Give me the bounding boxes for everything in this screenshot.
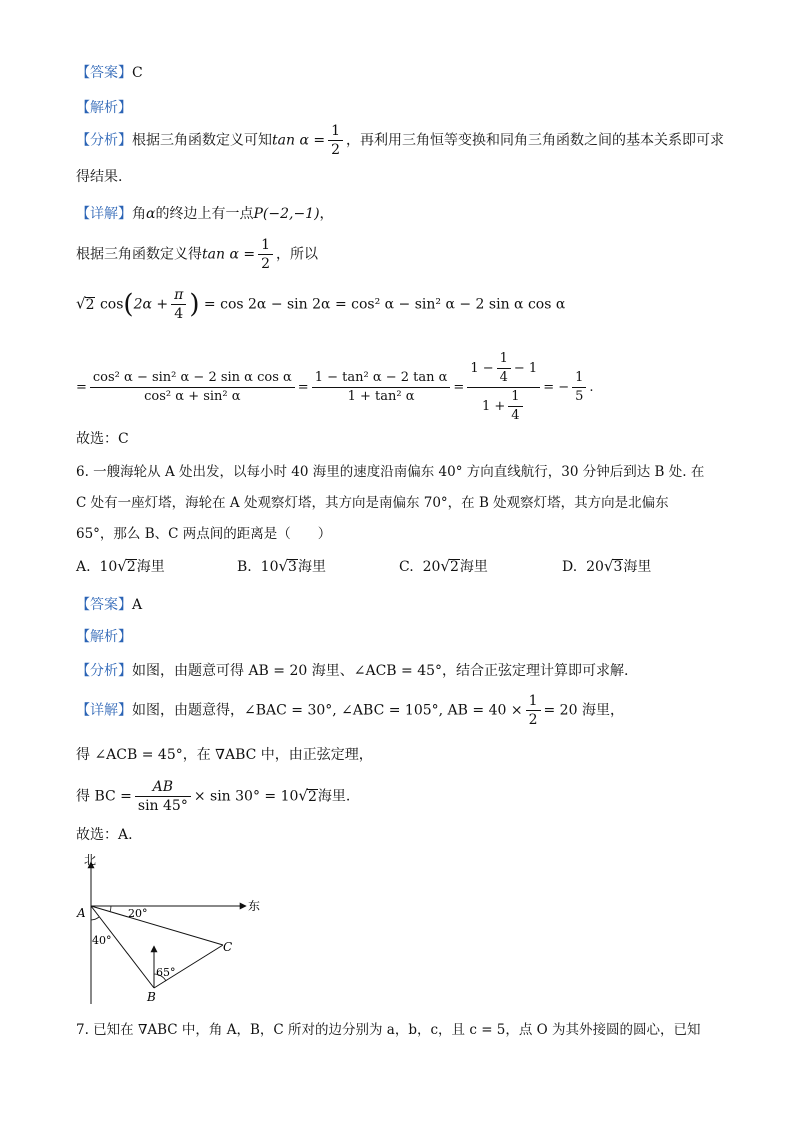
detail-tag: 【详解】 [76,206,132,222]
answer-line-q6: 【答案】A [76,597,143,613]
label-c: C [223,940,233,954]
label-65: 65° [156,966,176,979]
fraction-half-2: $\frac{1}{2}$ [258,236,273,273]
analysis-line-q6: 【分析】如图，由题意可得 AB = 20 海里、∠ACB = 45°，结合正弦定理计算即可求解. [76,663,629,679]
equation-2-q5: = $\frac{\text{cos² α − sin² α − 2 sin α cos α}}{\text{cos² α + sin² α}}$ = $\frac{\text{1 − tan² α − 2 tan α}}{\text{1 + tan² α}}$ = 1 − $\frac{1}{4}$ − 1 1 + $\frac{1}{4}$ = − $\frac{1}{5}$ . [76,351,594,423]
analysis-line2-q5: 得结果. [76,169,123,185]
analysis-tag: 【分析】 [76,132,132,149]
jiexi-label-q5: 【解析】 [76,100,132,116]
answer-line-q5 [76,62,143,82]
analysis-pre: 根据三角函数定义可知 [132,132,272,149]
label-b: B [147,990,156,1004]
detail-line-q6: 【详解】如图，由题意得，∠BAC = 30°, ∠ABC = 105°, AB = 40 × $\frac{1}{2}$ = 20 海里， [76,693,624,728]
option-d[interactable]: D. 20√3海里 [562,557,652,575]
q7-stem-line1: 7. 已知在 ∇ABC 中，角 A，B，C 所对的边分别为 a，b，c，且 c = 5，点 O 为其外接圆的圆心，已知 [76,1022,701,1038]
answer-tag: 【答案】 [76,65,132,81]
q6-stem-line2: C 处有一座灯塔，海轮在 A 处观察灯塔，其方向是南偏东 70°，在 B 处观察灯塔，其方向是北偏东 [76,495,669,511]
jiexi-label-q6: 【解析】 [76,629,132,645]
fraction-eq2-3: 1 − $\frac{1}{4}$ − 1 1 + $\frac{1}{4}$ [467,350,540,425]
fraction-pi-4: $\frac{\pi}{4}$ [171,286,186,323]
get-line-1-q6: 得 ∠ACB = 45°，在 ∇ABC 中，由正弦定理， [76,747,373,763]
answer-value-q6: A [132,597,143,613]
label-north: 北 [84,853,97,867]
q6-stem-line1: 6. 一艘海轮从 A 处出发，以每小时 40 海里的速度沿南偏东 40° 方向直线航行，30 分钟后到达 B 处. 在 [76,464,705,480]
detail-line-q5: 【详解】角α的终边上有一点P(−2,−1)， [76,206,334,222]
definition-line-q5: 根据三角函数定义得tan α = $\frac{1}{2}$ ，所以 [76,237,318,272]
point-p: P(−2,−1) [253,206,320,222]
arc-20 [110,906,111,912]
analysis-line-q5 [76,122,724,159]
answer-value: C [132,65,143,81]
q6-stem-line3: 65°，那么 B、C 两点间的距离是（ ） [76,526,332,542]
option-a[interactable]: A. 10√2海里 [76,557,165,575]
fraction-one-fifth: $\frac{1}{5}$ [572,369,586,406]
analysis-tan: tan α = [272,132,326,149]
fraction-eq2-1: $\frac{\text{cos² α − sin² α − 2 sin α cos α}}{\text{cos² α + sin² α}}$ [90,369,295,406]
fraction-ab-sin45: $\frac{AB}{\sin 45^\circ}$ [135,778,191,815]
choose-q6: 故选：A. [76,827,133,843]
arc-40 [91,917,99,920]
fraction-eq2-2: $\frac{\text{1 − tan² α − 2 tan α}}{\text{1 + tan² α}}$ [312,369,451,406]
analysis-post: ，再利用三角恒等变换和同角三角函数之间的基本关系即可求 [346,132,724,149]
option-c[interactable]: C. 20√2海里 [399,557,488,575]
q6-options [0,556,794,580]
choose-q5: 故选：C [76,431,129,447]
label-a: A [77,906,86,920]
label-east: 东 [248,899,261,913]
label-20: 20° [128,907,148,920]
get-line-2-q6: 得 BC = $\frac{AB}{\sin 45^\circ}$ × sin 30° = 10√2海里. [76,779,351,814]
label-40: 40° [92,934,112,947]
equation-1-q5: √2 cos(2α + $\frac{\pi}{4}$ ) = cos 2α − sin 2α = cos² α − sin² α − 2 sin α cos α [76,287,566,322]
fraction-half-q6: $\frac{1}{2}$ [526,692,541,729]
option-b[interactable]: B. 10√3海里 [237,557,326,575]
navigation-figure [70,850,290,1010]
fraction-half: $\frac{1}{2}$ [328,122,343,159]
